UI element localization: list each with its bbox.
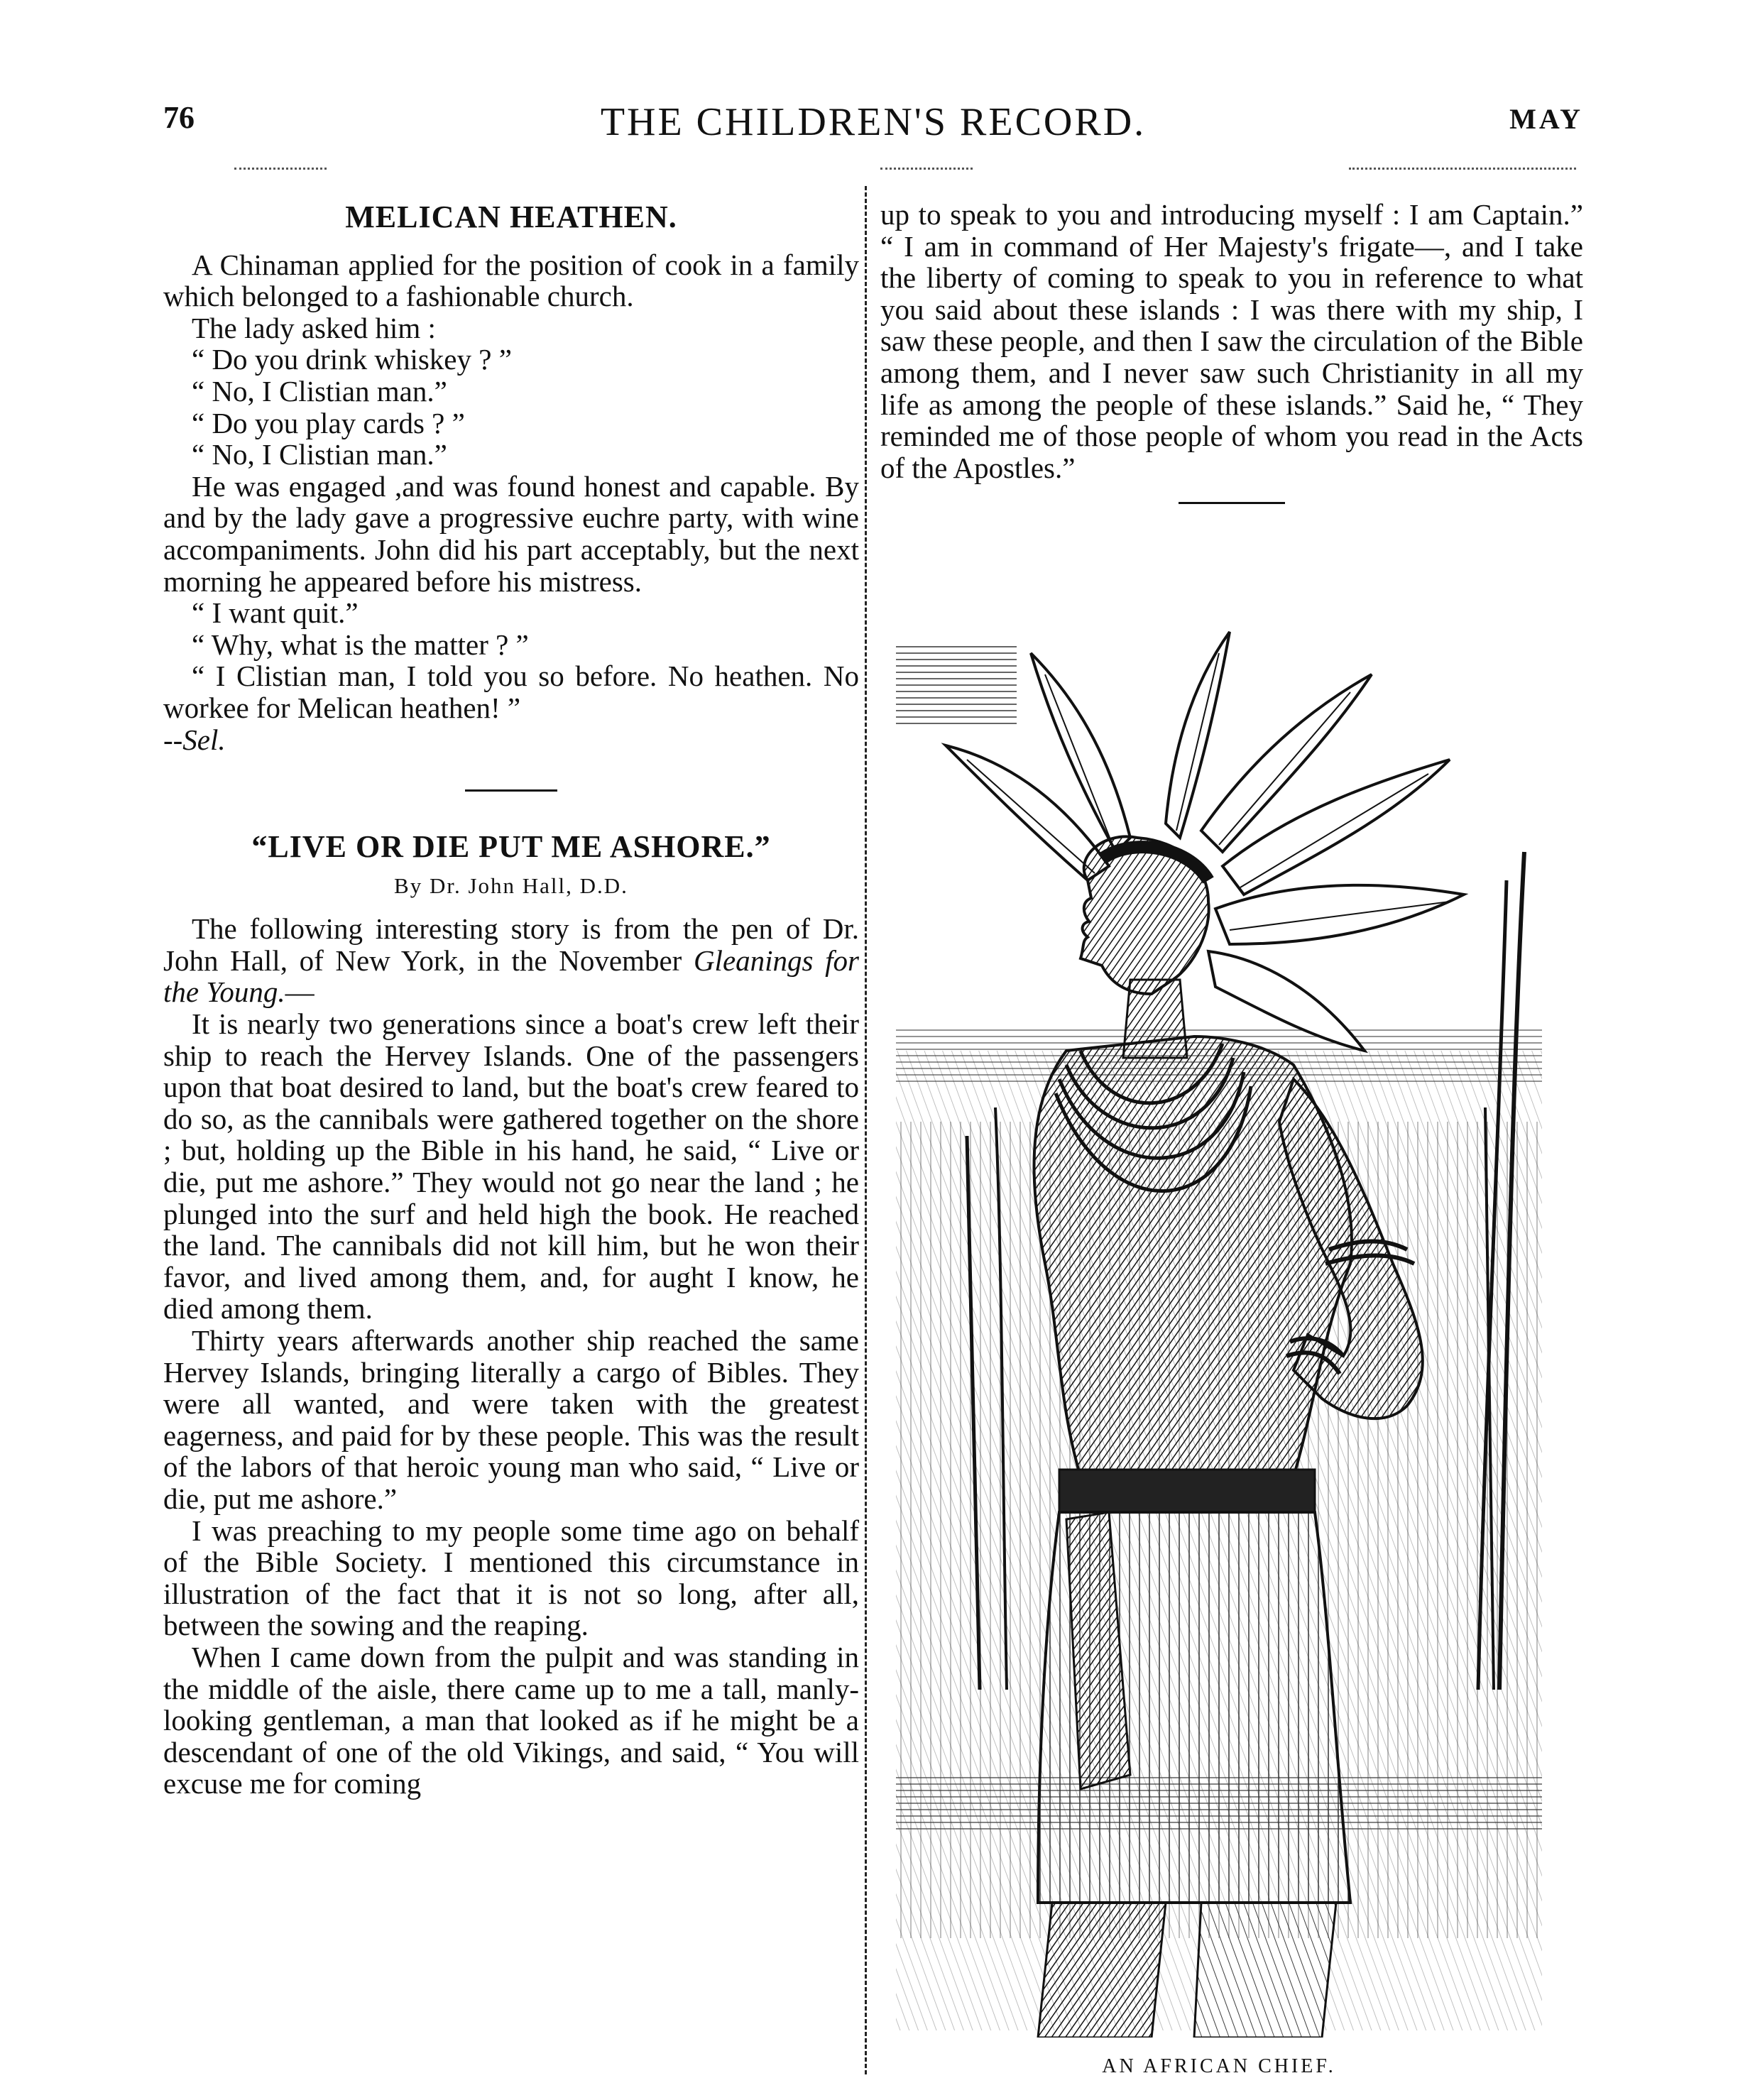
article-paragraph: “ I Clistian man, I told you so before. No heathen. No workee for Melican heathen! ” — [163, 660, 859, 724]
article-paragraph: A Chinaman applied for the position of cook in a family which belonged to a fashionable church. — [163, 248, 859, 313]
article-paragraph: “ Do you play cards ? ” — [192, 406, 465, 439]
section-separator — [465, 789, 557, 792]
article-paragraph: He was engaged ,and was found honest and capable. By and by the lady gave a progressive euchre party, with wine accompaniments. John did his part acceptably, but the next morning he appeared before his mistress. — [163, 469, 859, 598]
article-paragraph: “ Do you drink whiskey ? ” — [192, 343, 512, 376]
article-intro: The following interesting story is from the pen of Dr. John Hall, of New York, in the November Gleanings for the Young.— — [163, 912, 859, 1009]
article-paragraph: “ Why, what is the matter ? ” — [192, 628, 529, 661]
article-paragraph: It is nearly two generations since a boat's crew left their ship to reach the Hervey Islands. One of the passengers upon that boat desired to land, but the boat's crew feared to do so, as the cannibals were gathered together on the shore ; but, holding up the Bible in his hand, he said, “ Live or die, put me ashore.” They would not go near the land ; he plunged into the surf and held high the book. He reached the land. The cannibals did not kill him, but he won their favor, and lived among them, and, for aught I know, he died among them. — [163, 1007, 859, 1325]
page-header — [163, 99, 1583, 156]
article-title-live-or-die: “LIVE OR DIE PUT ME ASHORE.” — [251, 829, 771, 865]
article-paragraph: “ No, I Clistian man.” — [192, 438, 447, 471]
section-separator — [1179, 502, 1285, 504]
left-column — [163, 199, 859, 1800]
header-rule-right — [1349, 168, 1576, 170]
african-chief-illustration — [896, 625, 1542, 2038]
article-paragraph: “ No, I Clistian man.” — [192, 374, 447, 408]
header-rule-center — [880, 168, 973, 170]
publication-title: Gleanings for the Young. — [163, 944, 859, 1009]
article-byline: By Dr. John Hall, D.D. — [394, 873, 628, 898]
figure-caption: AN AFRICAN CHIEF. — [1102, 2055, 1336, 2077]
right-column — [880, 199, 1583, 528]
article-paragraph: Thirty years afterwards another ship reached the same Hervey Islands, bringing literally a cargo of Bibles. They were all wanted, and were taken with the greatest eagerness, and paid for by these people. This was the result of the labors of that heroic young man who said, “ Live or die, put me ashore.” — [163, 1324, 859, 1515]
column-divider — [865, 186, 867, 2074]
article-paragraph: I was preaching to my people some time ago on behalf of the Bible Society. I mentioned this circumstance in illustration of the fact that it is not so long, after all, between the sowing and the reaping. — [163, 1514, 859, 1642]
article-paragraph: “ I want quit.” — [192, 596, 359, 630]
page-number: 76 — [163, 100, 195, 135]
article-source: --Sel. — [163, 723, 226, 756]
article-continuation: up to speak to you and introducing myself : I am Captain.” “ I am in command of Her Majesty's frigate—, and I take the liberty of coming to speak to you in reference to what you said about these islands : I was there with my ship, I saw these people, and then I saw the circulation of the Bible among them, and I never saw such Christianity in all my life as among the people of these islands.” Said he, “ They reminded me of those people of whom you read in the Acts of the Apostles.” — [880, 198, 1583, 484]
article-paragraph: When I came down from the pulpit and was standing in the middle of the aisle, there came up to me a tall, manly-looking gentleman, a man that looked as if he might be a descendant of one of the old Vikings, and said, “ You will excuse me for coming — [163, 1640, 859, 1800]
page-month: MAY — [1509, 103, 1583, 135]
article-title-melican-heathen: MELICAN HEATHEN. — [345, 199, 677, 234]
article-paragraph: The lady asked him : — [192, 311, 436, 344]
header-rule-left — [234, 168, 327, 170]
page-title: THE CHILDREN'S RECORD. — [600, 100, 1147, 144]
